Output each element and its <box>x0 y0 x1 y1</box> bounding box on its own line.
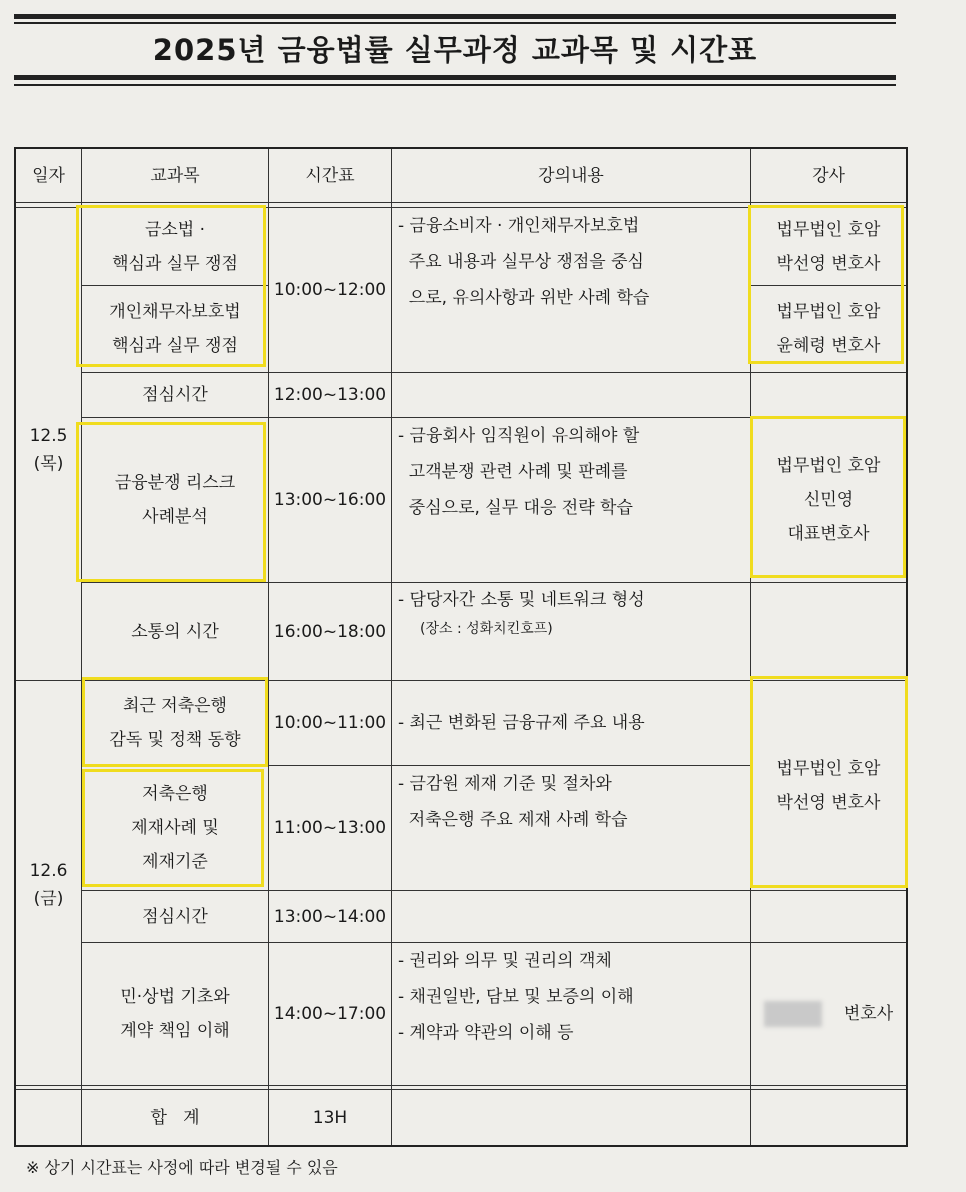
lecturer-line: 법무법인 호암 <box>776 758 881 779</box>
subject-cell <box>82 943 268 1085</box>
subject-line: 저축은행 <box>142 784 208 804</box>
venue-note: (장소 : 성화치킨호프) <box>420 621 553 637</box>
day-2-weekday: (금) <box>33 889 64 909</box>
highlight-box <box>82 769 264 887</box>
subject-line: 최근 저축은행 <box>123 696 227 716</box>
highlight-box <box>750 676 908 888</box>
content-cell <box>398 583 748 680</box>
lecturer-line: 윤혜령 변호사 <box>776 336 881 356</box>
lecturer-line: 대표변호사 <box>787 524 870 544</box>
content-line: 고객분쟁 관련 사례 및 판례를 <box>398 462 628 482</box>
header-content: 강의내용 <box>538 165 604 186</box>
lecturer-line: 법무법인 호암 <box>776 456 881 476</box>
time-cell: 13:00~16:00 <box>273 490 387 510</box>
content-cell: - 최근 변화된 금융규제 주요 내용 <box>398 713 645 733</box>
content-line: - 담당자간 소통 및 네트워크 형성 <box>398 590 645 610</box>
content-line: 으로, 유의사항과 위반 사례 학습 <box>398 288 650 308</box>
time-cell: 16:00~18:00 <box>273 621 387 642</box>
time-cell: 14:00~17:00 <box>273 1004 387 1024</box>
highlight-box <box>748 205 904 364</box>
day-2-date: 12.6 <box>29 861 68 881</box>
col-divider <box>391 149 392 1145</box>
subject-line: 계약 책임 이해 <box>120 1021 230 1041</box>
time-cell: 12:00~13:00 <box>273 385 387 405</box>
time-cell: 13:00~14:00 <box>273 906 387 927</box>
subject-cell: 점심시간 <box>142 385 208 405</box>
subject-line: 금융분쟁 리스크 <box>114 473 236 493</box>
subject-line: 제재사례 및 <box>131 818 219 838</box>
content-line: - 계약과 약관의 이해 등 <box>398 1023 574 1043</box>
header-divider <box>16 202 906 203</box>
subject-line: 금소법 · <box>144 219 206 240</box>
footnote: ※ 상기 시간표는 사정에 따라 변경될 수 있음 <box>26 1158 338 1177</box>
header-subject: 교과목 <box>150 165 200 186</box>
lecturer-cell <box>751 943 906 1085</box>
subject-line: 핵심과 실무 쟁점 <box>112 336 238 356</box>
time-cell: 10:00~12:00 <box>273 280 387 300</box>
subject-line: 사례분석 <box>142 507 208 527</box>
highlight-box <box>76 205 266 367</box>
header-lecturer: 강사 <box>812 165 845 186</box>
redacted-name <box>764 1001 822 1027</box>
content-cell <box>398 418 748 582</box>
day-1-date: 12.5 <box>29 426 68 446</box>
total-divider <box>16 1085 906 1086</box>
total-label: 합 계 <box>150 1107 200 1128</box>
subject-cell: 점심시간 <box>142 906 208 927</box>
content-line: 중심으로, 실무 대응 전략 학습 <box>398 498 633 518</box>
subject-line: 핵심과 실무 쟁점 <box>112 253 238 274</box>
lecturer-line: 법무법인 호암 <box>776 302 881 322</box>
day-2 <box>16 855 81 915</box>
highlight-box <box>82 677 268 767</box>
content-line: 저축은행 주요 제재 사례 학습 <box>398 810 628 830</box>
content-cell <box>398 766 748 890</box>
day-1 <box>16 420 81 480</box>
header-day: 일자 <box>32 165 65 186</box>
top-rule <box>14 14 896 19</box>
subject-line: 감독 및 정책 동향 <box>109 730 241 750</box>
time-cell: 11:00~13:00 <box>273 818 387 838</box>
highlight-box <box>750 416 906 578</box>
content-line: - 금융회사 임직원이 유의해야 할 <box>398 426 640 446</box>
lecturer-line: 박선영 변호사 <box>776 253 881 274</box>
total-hours: 13H <box>312 1107 348 1128</box>
page-title: 2025년 금융법률 실무과정 교과목 및 시간표 <box>152 33 758 67</box>
content-cell <box>398 943 748 1085</box>
day-1-weekday: (목) <box>33 454 64 474</box>
title-under-rule-thin <box>14 84 896 86</box>
lecturer-line: 신민영 <box>803 490 854 510</box>
content-line: - 금융소비자 · 개인채무자보호법 <box>398 216 640 236</box>
content-cell <box>398 208 748 372</box>
lecturer-line: 법무법인 호암 <box>776 219 881 240</box>
content-line: - 채권일반, 담보 및 보증의 이해 <box>398 987 634 1007</box>
subject-line: 제재기준 <box>142 852 208 872</box>
content-line: - 금감원 제재 기준 및 절차와 <box>398 774 612 794</box>
subject-line: 민·상법 기초와 <box>120 987 230 1007</box>
subject-cell: 소통의 시간 <box>131 621 219 642</box>
time-cell: 10:00~11:00 <box>273 713 387 733</box>
content-line: 주요 내용과 실무상 쟁점을 중심 <box>398 252 644 272</box>
highlight-box <box>76 422 266 582</box>
top-rule-thin <box>14 22 896 24</box>
content-line: - 권리와 의무 및 권리의 객체 <box>398 951 612 971</box>
subject-line: 개인채무자보호법 <box>109 302 241 322</box>
header-time: 시간표 <box>305 165 355 186</box>
title-under-rule <box>14 75 896 80</box>
lecturer-line: 변호사 <box>843 1004 894 1024</box>
lecturer-line: 박선영 변호사 <box>776 792 881 813</box>
